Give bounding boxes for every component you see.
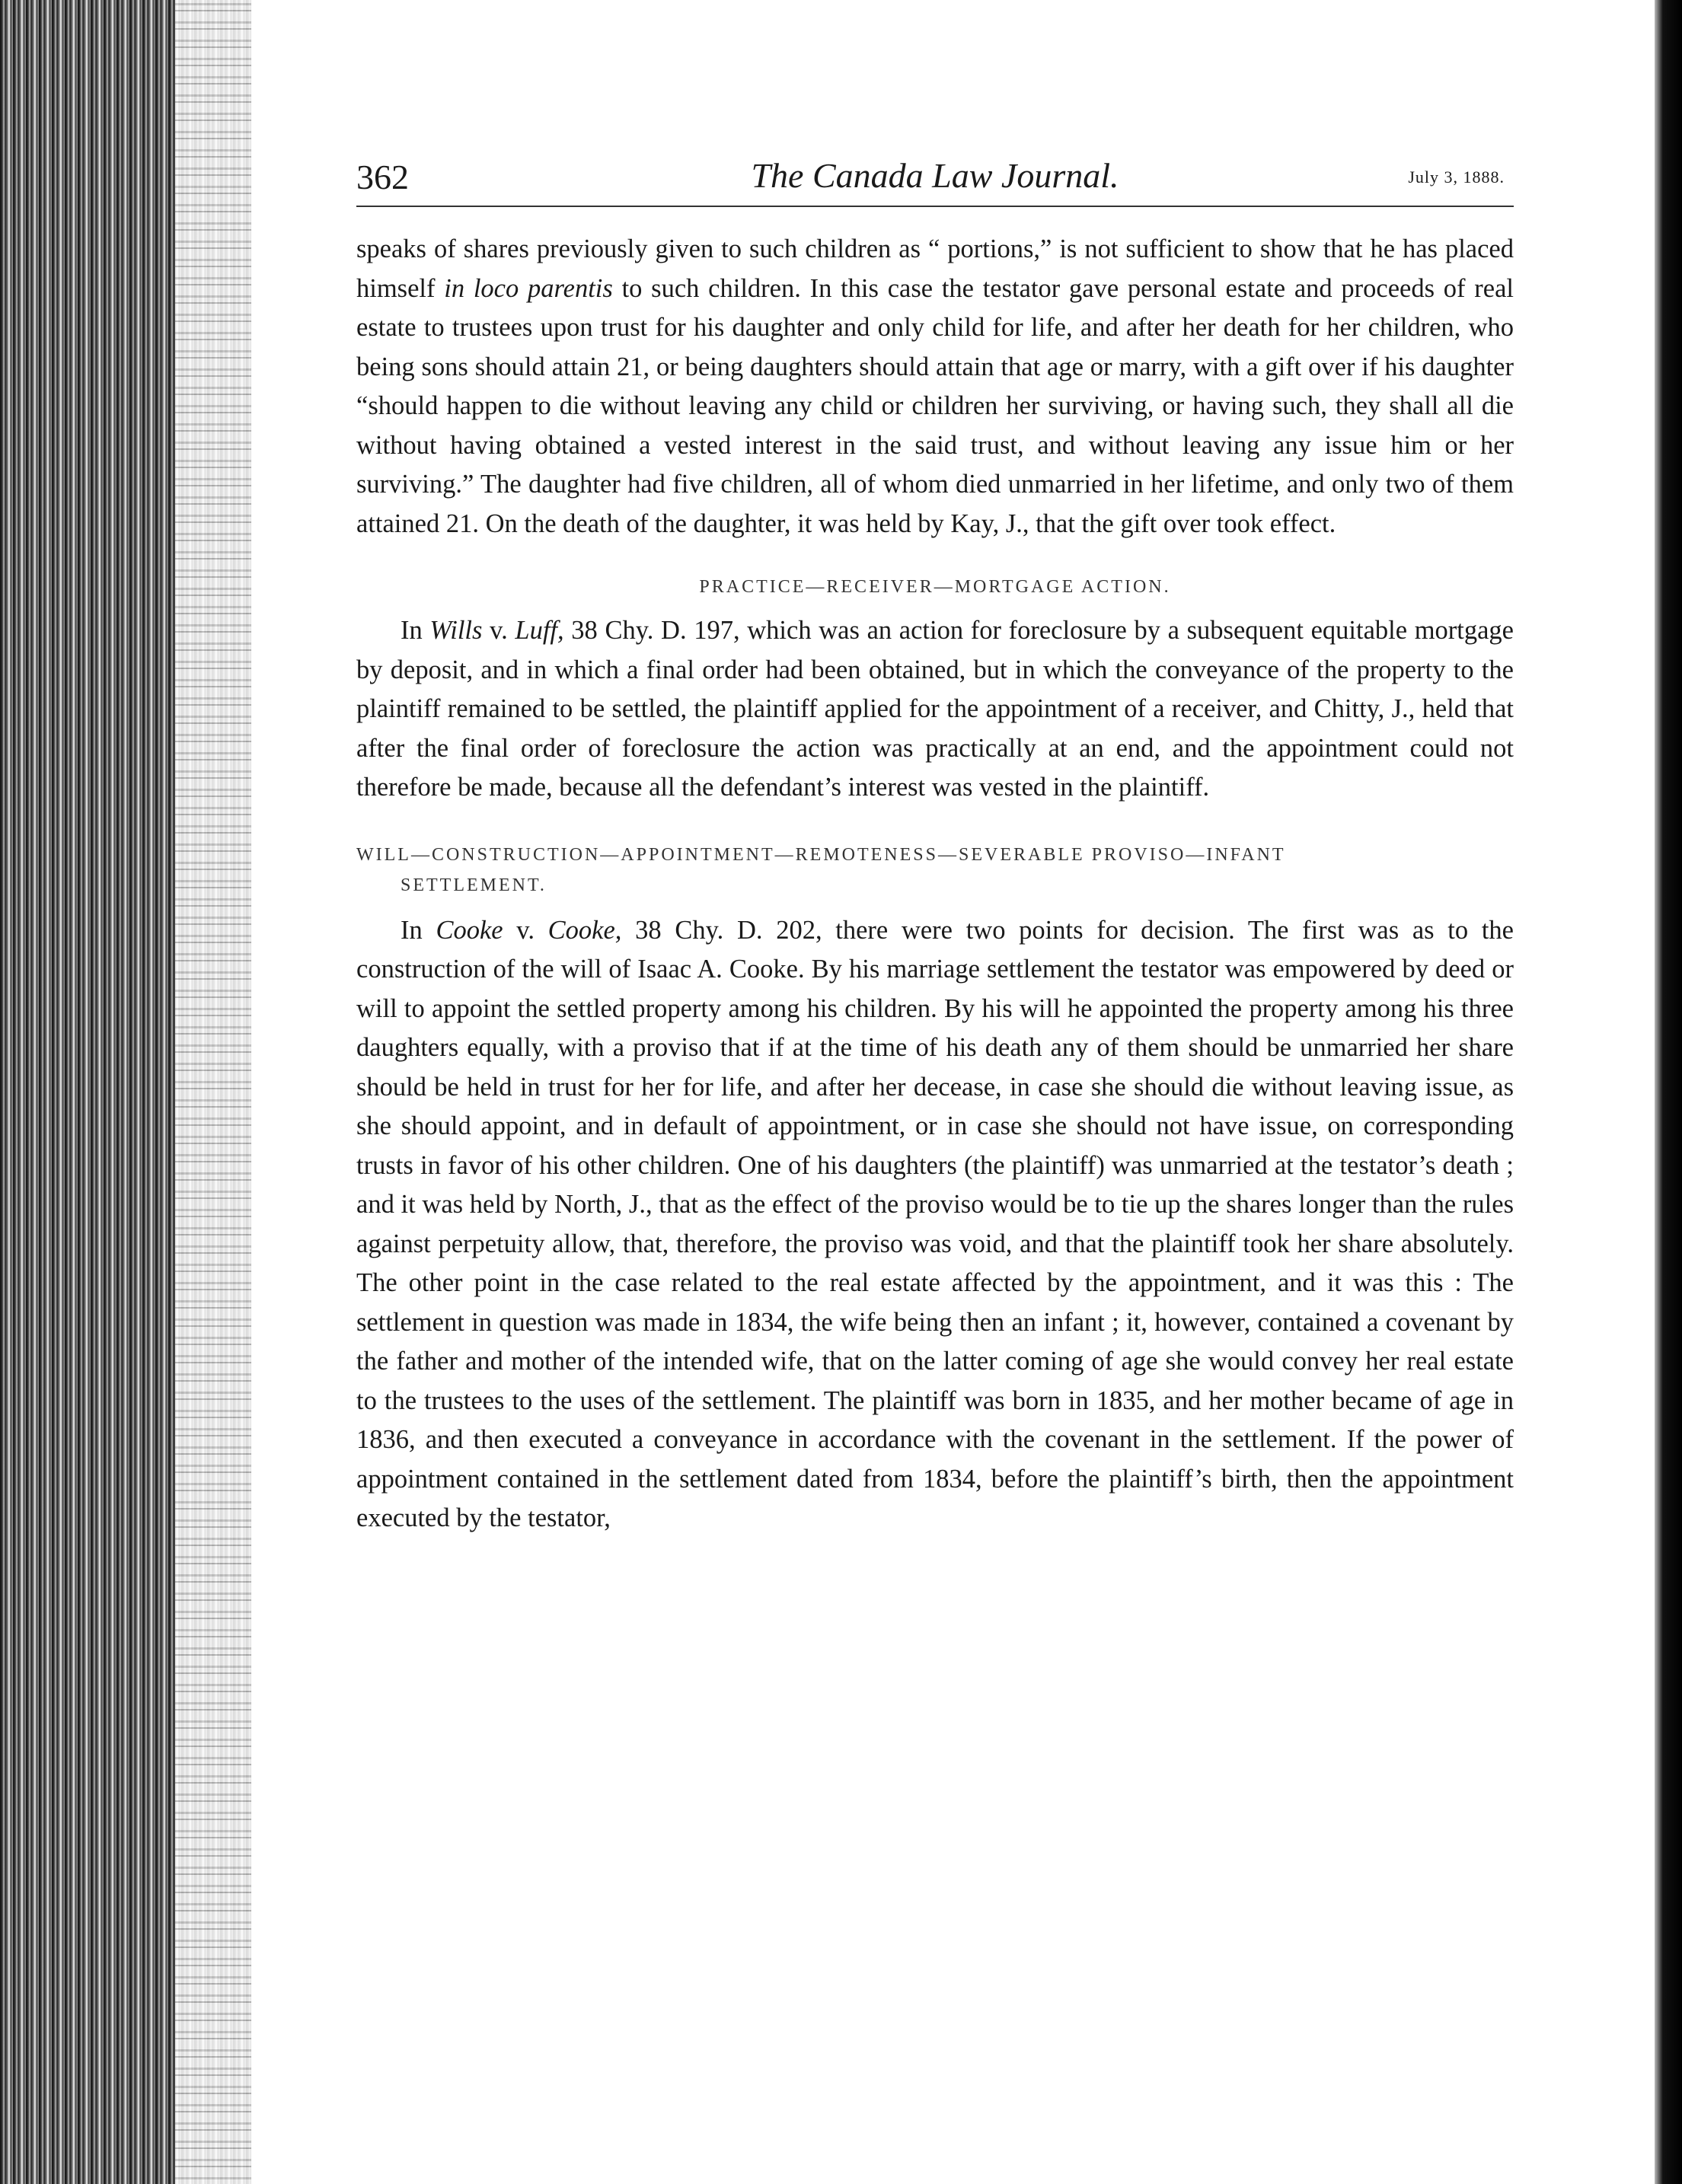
journal-title: The Canada Law Journal. (751, 156, 1119, 195)
case-name: Luff, (515, 616, 564, 645)
case-name: Cooke (436, 915, 503, 945)
section-heading-will (356, 840, 1514, 901)
paragraph-continuation (356, 230, 1514, 544)
text-run: 38 Chy. D. 197, which was an action for foreclosure by a subsequent equitable mortgage by deposit, and in which a final order had been obtained, but in which the conveyance of the property to the plaintiff remained to be settled, the plaintiff applied for the appointment of a receiver, and Chitty, J., held that after the final order of foreclosure the action was practically at an end, and the appointment could not therefore be made, because all the defendant’s interest was vested in the plaintiff. (356, 616, 1514, 802)
text-run: In (401, 915, 436, 945)
case-name: Cooke, (547, 915, 622, 945)
text-run: v. (482, 616, 515, 645)
paragraph-wills-v-luff (356, 611, 1514, 808)
body-text (356, 230, 1514, 1538)
heading-line: SETTLEMENT. (401, 875, 547, 895)
text-run: 38 Chy. D. 202, there were two points for decision. The first was as to the construction of the will of Isaac A. Cooke. By his marriage settlement the testator was empowered by deed or will to appoint the settled property among his children. By his will he appointed the property among his three daughters equally, with a proviso that if at the time of his death any of them should be unmarried her share should be held in trust for her for life, and after her decease, in case she should die without leaving issue, as she should appoint, and in default of appointment, or in case she should not have issue, on corresponding trusts in favor of his other children. One of his daughters (the plaintiff) was unmarried at the testator’s death ; and it was held by North, J., that as the effect of the proviso would be to tie up the shares longer than the rules against perpetuity allow, that, therefore, the proviso was void, and that the plaintiff took her share absolutely. The other point in the case related to the real estate affected by the appointment, and it was this : The settlement in question was made in 1834, the wife being then an infant ; it, however, contained a covenant by the father and mother of the intended wife, that on the latter coming of age she would convey her real estate to the trustees to the uses of the settlement. The plaintiff was born in 1835, and her mother became of age in 1836, and then executed a conveyance in accordance with the covenant in the settlement. If the power of appointment contained in the settlement dated from 1834, before the plaintiff’s birth, then the appointment executed by the testator, (356, 915, 1514, 1532)
text-run: In (401, 616, 430, 645)
book-binding-left (0, 0, 251, 2184)
page (356, 152, 1514, 1538)
page-number: 362 (356, 158, 409, 196)
heading-line: WILL—CONSTRUCTION—APPOINTMENT—REMOTENESS—SEVERABLE PROVISO—INFANT (356, 844, 1286, 865)
italic-phrase: in loco parentis (444, 273, 613, 303)
book-binding-right (1655, 0, 1682, 2184)
text-run: v. (503, 915, 548, 945)
text-run: to such children. In this case the testator gave personal estate and proceeds of real estate to trustees upon trust for his daughter and only child for life, and after her death for her children, who being sons should attain 21, or being daughters should attain that age or marry, with a gift over if his daughter “should happen to die without leaving any child or children her surviving, or having such, they shall all die without having obtained a vested interest in the said trust, and without leaving any issue him or her surviving.” The daughter had five children, all of whom died unmarried in her lifetime, and only two of them attained 21. On the death of the daughter, it was held by Kay, J., that the gift over took effect. (356, 273, 1514, 538)
text-run: speaks of shares previously given to such children as “ portions,” is not sufficient to show that he has placed himself (356, 234, 1514, 303)
issue-date: July 3, 1888. (1408, 167, 1505, 187)
paragraph-cooke-v-cooke (356, 911, 1514, 1538)
case-name: Wills (429, 616, 483, 645)
section-heading-practice: PRACTICE—RECEIVER—MORTGAGE ACTION. (699, 577, 1171, 597)
running-head (356, 152, 1514, 207)
